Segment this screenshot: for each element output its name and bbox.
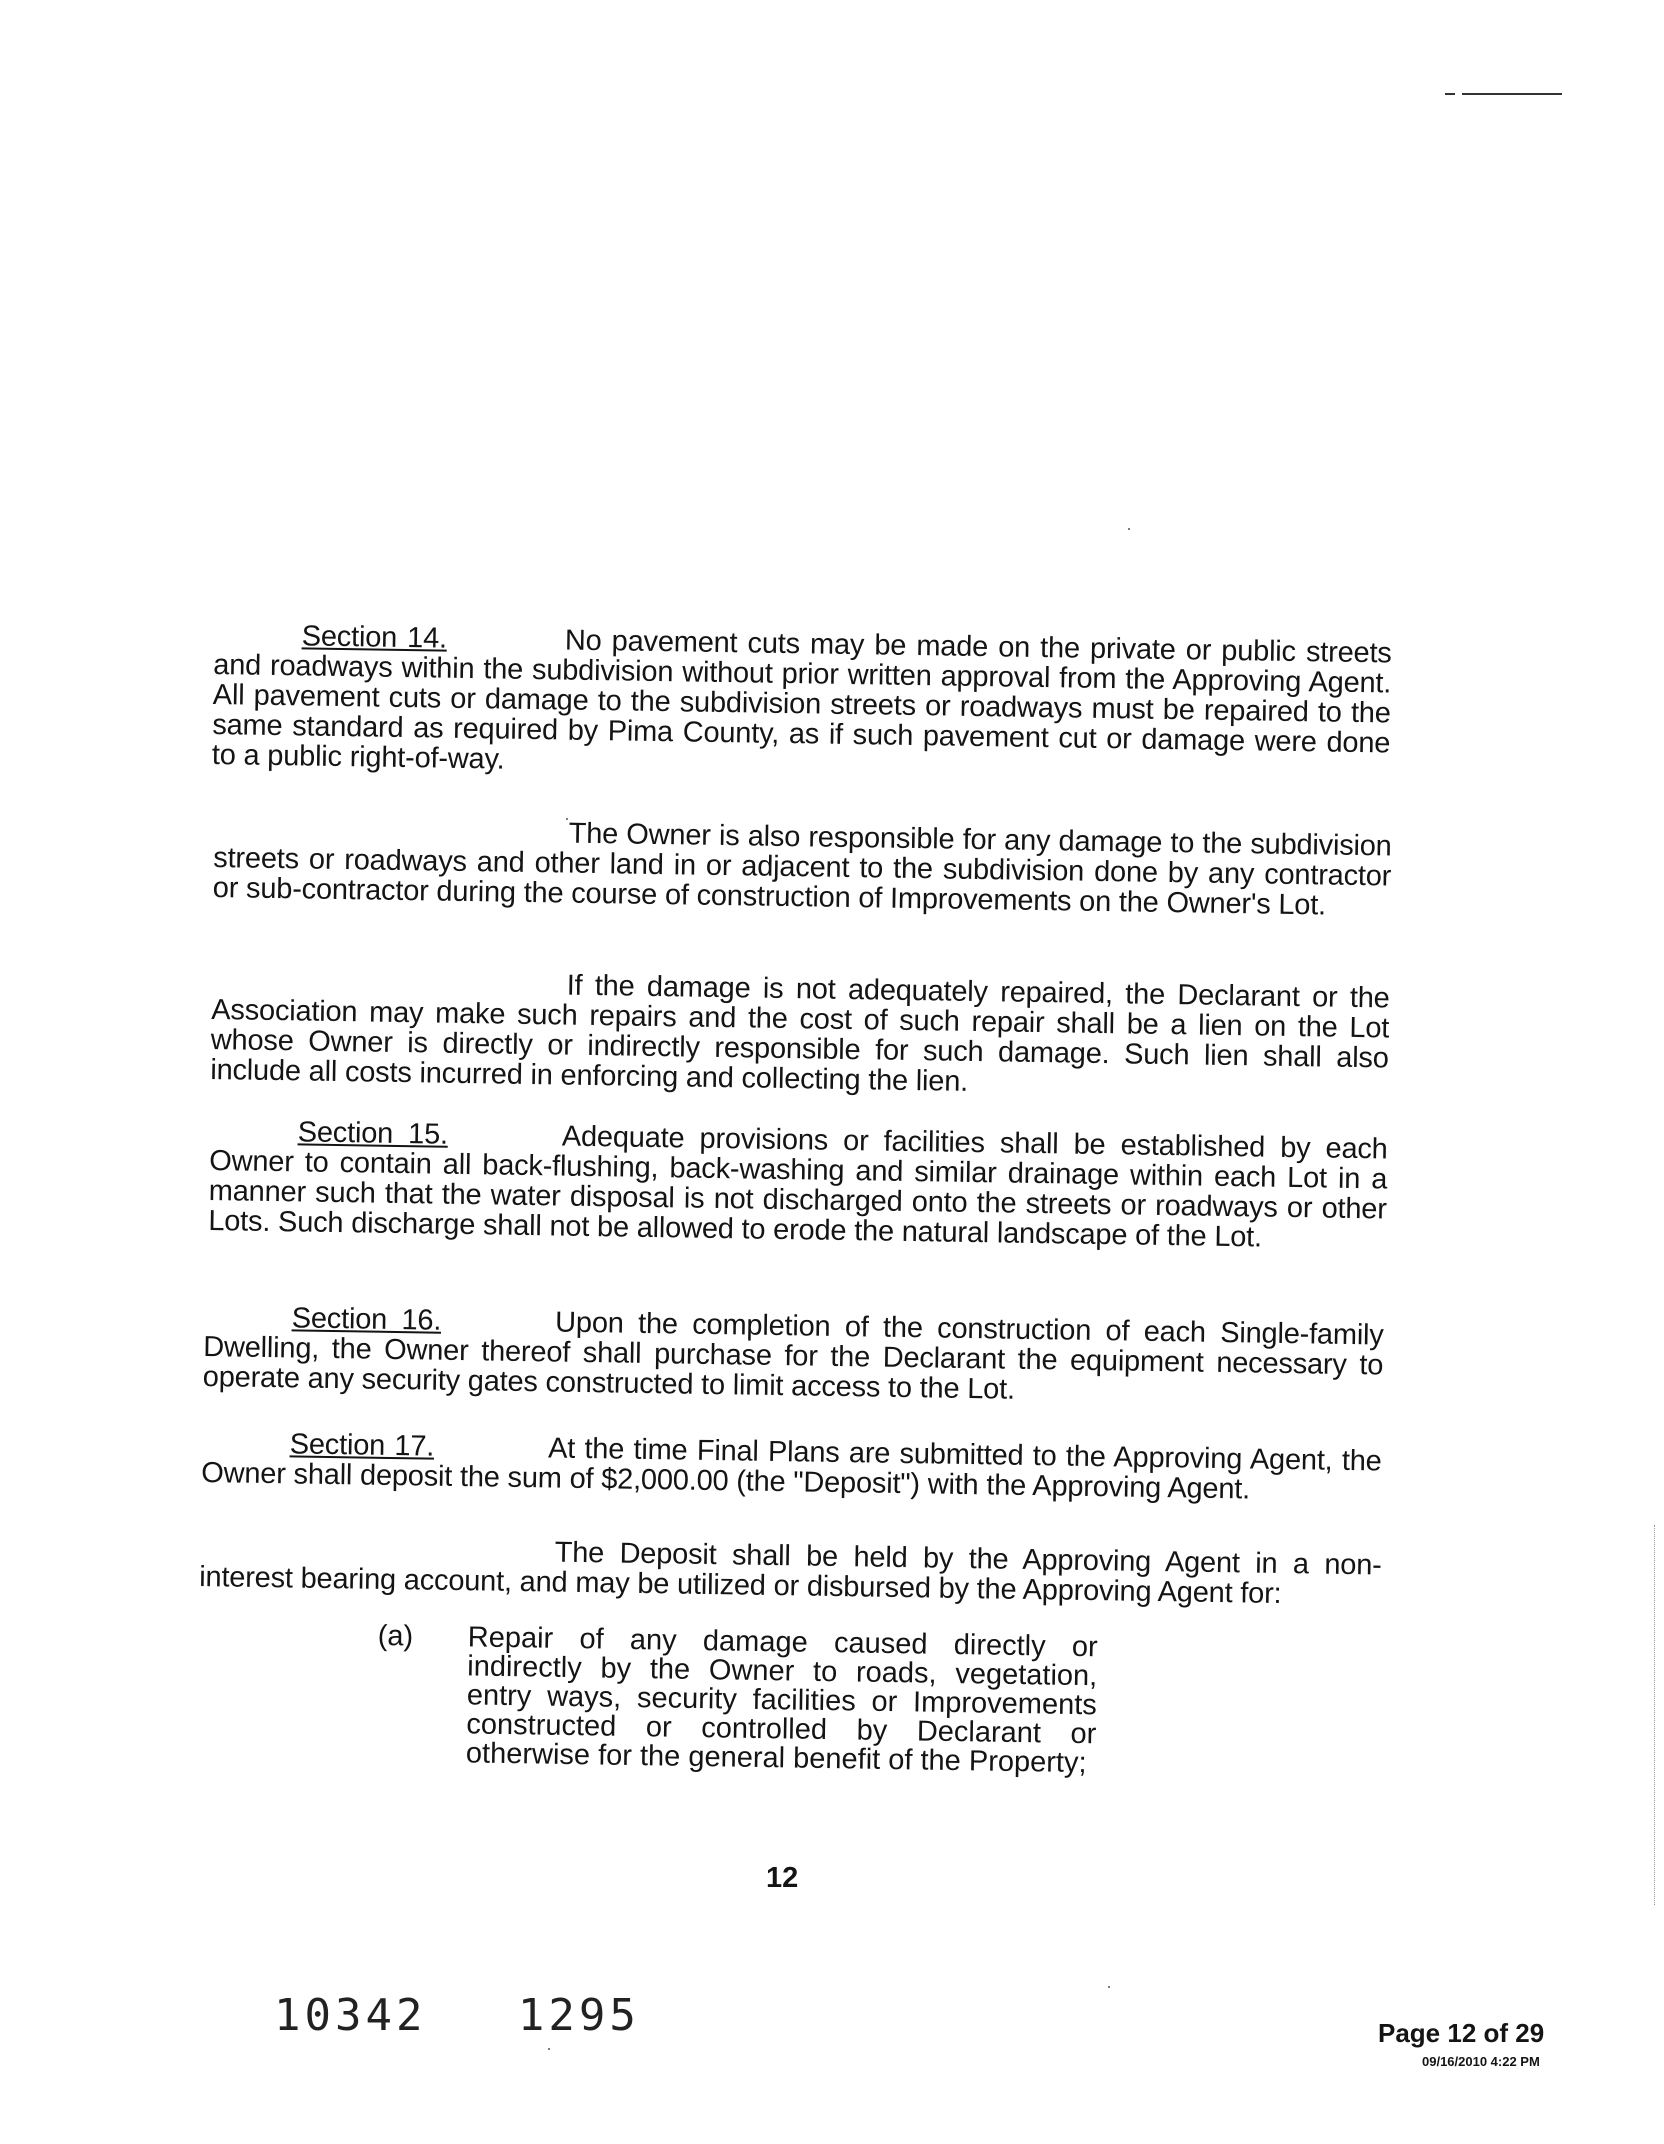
section-16-label: Section 16. <box>291 1302 442 1337</box>
scan-speck <box>548 2048 550 2050</box>
list-item <box>375 1622 1117 1794</box>
section-15-text: Adequate provisions or facilities shall be established by each Owner to contain all back-flushing, back-washing and similar drainage within each Lot in a manner such that the water disposal is not discharged onto the streets or roadways or other Lots. Such discharge shall not be allowed to erode the natural landscape of the Lot. <box>208 1120 1388 1254</box>
scan-mark <box>1445 93 1455 95</box>
section-14-paragraph-2: The Owner is also responsible for any damage to the subdivision streets or roadways and other land in or adjacent to the subdivision done by any contractor or sub-contractor during the course of construction of Improvements on the Owner's Lot. <box>212 817 1392 922</box>
book-page-reference: 10342 1295 <box>274 1990 640 2041</box>
scan-rule <box>1462 93 1562 95</box>
section-14-paragraph <box>212 620 1392 788</box>
scan-speck <box>1128 528 1130 530</box>
list-item-text: Repair of any damage caused directly or indirectly by the Owner to roads, vegetation, entry ways, security facilities or Improvements constructed or controlled by Declarant or otherwise for the general benefit of the Property; <box>465 1621 1098 1780</box>
section-17-text: At the time Final Plans are submitted to the Approving Agent, the Owner shall deposit the sum of $2,000.00 (the "Deposit") with the Approving Agent. <box>201 1432 1382 1506</box>
section-14-paragraph-3: If the damage is not adequately repaired, the Declarant or the Association may make such repairs and the cost of such repair shall be a lien on the Lot whose Owner is directly or indirectly responsible for such damage. Such lien shall also include all costs incurred in enforcing and collecting the lien. <box>210 969 1390 1098</box>
page-number: 12 <box>766 1862 799 1894</box>
list-item-letter: (a) <box>377 1620 414 1653</box>
section-16-text: Upon the completion of the construction of each Single-family Dwelling, the Owner thereof shall purchase for the Declarant the equipment necessary to operate any security gates constructed to limit access to the Lot. <box>202 1306 1384 1406</box>
section-14-label: Section 14. <box>301 620 448 655</box>
section-17-paragraph-2: The Deposit shall be held by the Approving Agent in a non-interest bearing account, and may be utilized or disbursed by the Approving Agent for: <box>199 1536 1382 1610</box>
section-17-label: Section 17. <box>289 1428 435 1463</box>
scan-speck <box>1108 1986 1110 1988</box>
footer-timestamp: 09/16/2010 4:22 PM <box>1422 2054 1540 2069</box>
section-15-label: Section 15. <box>297 1116 449 1151</box>
footer-page-label: Page 12 of 29 <box>1378 2018 1545 2048</box>
section-15-paragraph <box>208 1116 1388 1254</box>
scan-margin-line <box>1654 1525 1655 1905</box>
section-14-text: No pavement cuts may be made on the private or public streets and roadways within the subdivision without prior written approval from the Approving Agent. All pavement cuts or damage to the subdivision streets or roadways must be repaired to the same standard as required by Pima County, as if such pavement cut or damage were done to a public right-of-way. <box>211 624 1392 776</box>
section-16-paragraph <box>203 1302 1384 1411</box>
section-17-paragraph <box>201 1428 1382 1507</box>
